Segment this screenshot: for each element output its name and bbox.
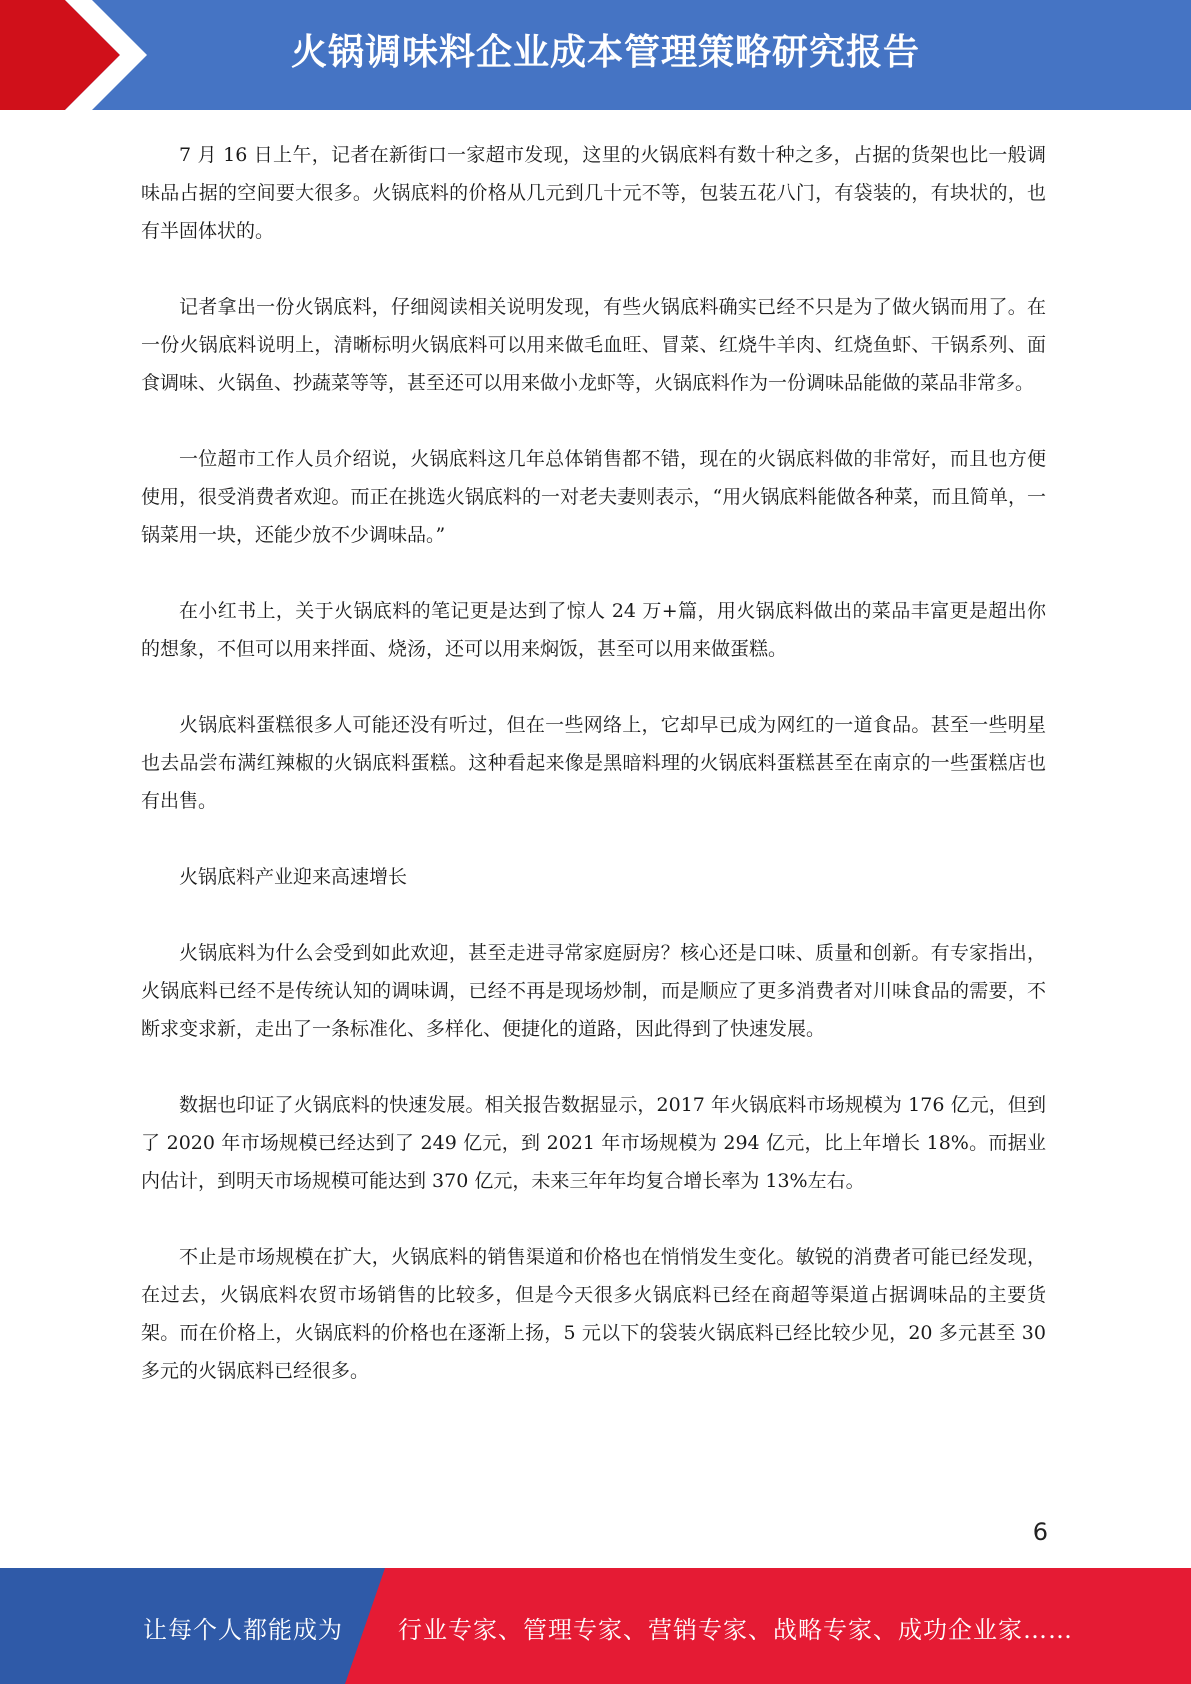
page-footer — [0, 1568, 1191, 1684]
footer-slogan-left: 让每个人都能成为 — [143, 1616, 343, 1644]
document-body — [141, 136, 1046, 1428]
report-title: 火锅调味料企业成本管理策略研究报告 — [290, 32, 920, 73]
paragraph: 不止是市场规模在扩大，火锅底料的销售渠道和价格也在悄悄发生变化。敏锐的消费者可能已经发现，在过去，火锅底料农贸市场销售的比较多，但是今天很多火锅底料已经在商超等渠道占据调味品的主要货架。而在价格上，火锅底料的价格也在逐渐上扬，5 元以下的袋装火锅底料已经比较少见，20 多元甚至 30 多元的火锅底料已经很多。 — [141, 1246, 1046, 1382]
paragraph: 7 月 16 日上午，记者在新街口一家超市发现，这里的火锅底料有数十种之多，占据的货架也比一般调味品占据的空间要大很多。火锅底料的价格从几元到几十元不等，包装五花八门，有袋装的，有块状的，也有半固体状的。 — [141, 144, 1046, 242]
paragraph: 火锅底料为什么会受到如此欢迎，甚至走进寻常家庭厨房？核心还是口味、质量和创新。有专家指出，火锅底料已经不是传统认知的调味调，已经不再是现场炒制，而是顺应了更多消费者对川味食品的需要，不断求变求新，走出了一条标准化、多样化、便捷化的道路，因此得到了快速发展。 — [141, 942, 1046, 1040]
page-number: 6 — [1032, 1518, 1048, 1546]
paragraph: 记者拿出一份火锅底料，仔细阅读相关说明发现，有些火锅底料确实已经不只是为了做火锅而用了。在一份火锅底料说明上，清晰标明火锅底料可以用来做毛血旺、冒菜、红烧牛羊肉、红烧鱼虾、干锅系列、面食调味、火锅鱼、抄蔬菜等等，甚至还可以用来做小龙虾等，火锅底料作为一份调味品能做的菜品非常多。 — [141, 296, 1046, 394]
footer-slogan-right: 行业专家、管理专家、营销专家、战略专家、成功企业家…… — [398, 1616, 1073, 1644]
page-header — [0, 0, 1191, 110]
paragraph: 火锅底料蛋糕很多人可能还没有听过，但在一些网络上，它却早已成为网红的一道食品。甚至一些明星也去品尝布满红辣椒的火锅底料蛋糕。这种看起来像是黑暗料理的火锅底料蛋糕甚至在南京的一些蛋糕店也有出售。 — [141, 714, 1046, 812]
paragraph: 在小红书上，关于火锅底料的笔记更是达到了惊人 24 万+篇，用火锅底料做出的菜品丰富更是超出你的想象，不但可以用来拌面、烧汤，还可以用来焖饭，甚至可以用来做蛋糕。 — [141, 600, 1046, 660]
paragraph: 数据也印证了火锅底料的快速发展。相关报告数据显示，2017 年火锅底料市场规模为 176 亿元，但到了 2020 年市场规模已经达到了 249 亿元，到 2021 年市场规模为 294 亿元，比上年增长 18%。而据业内估计，到明天市场规模可能达到 370 亿元，未来三年年均复合增长率为 13%左右。 — [141, 1094, 1046, 1192]
section-subheading: 火锅底料产业迎来高速增长 — [179, 866, 408, 888]
paragraph: 一位超市工作人员介绍说，火锅底料这几年总体销售都不错，现在的火锅底料做的非常好，而且也方便使用，很受消费者欢迎。而正在挑选火锅底料的一对老夫妻则表示，“用火锅底料能做各种菜，而且简单，一锅菜用一块，还能少放不少调味品。” — [141, 448, 1046, 546]
